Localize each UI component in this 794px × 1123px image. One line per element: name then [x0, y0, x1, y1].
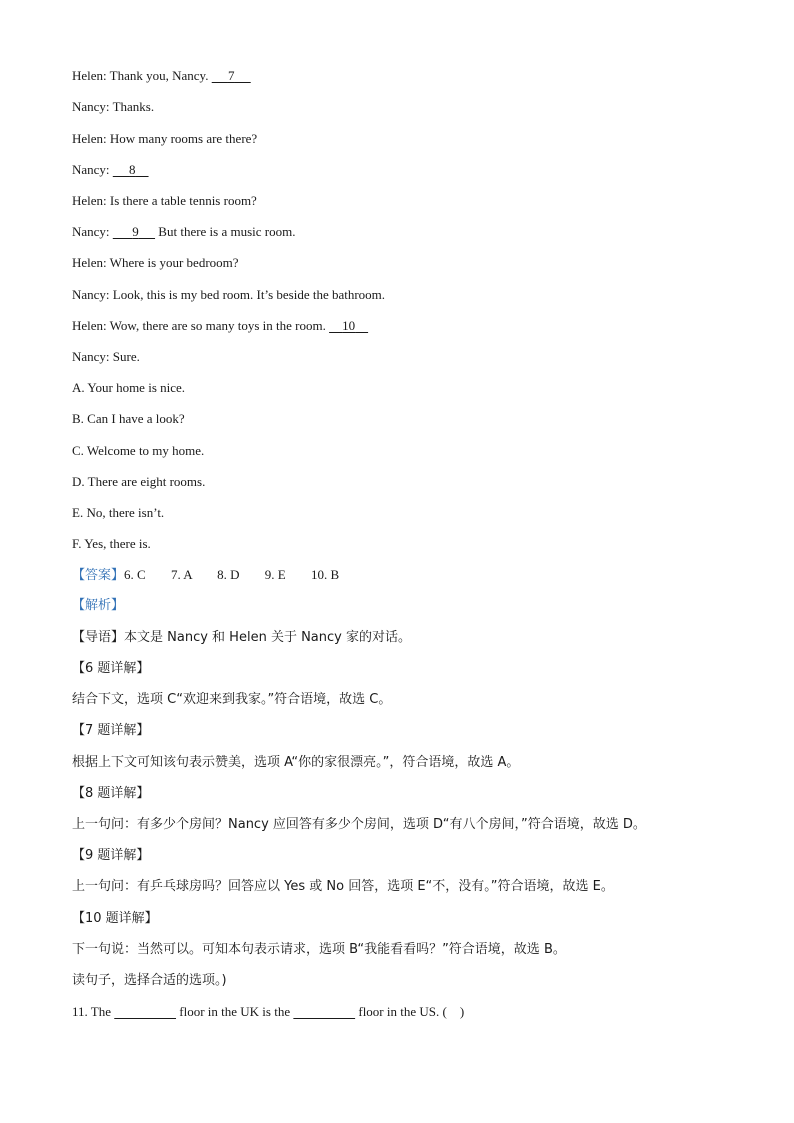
- question-text: The: [90, 1004, 112, 1019]
- dialogue-line-8: [72, 286, 385, 304]
- answer-item: 10. B: [311, 567, 340, 582]
- option-c: C. Welcome to my home.: [72, 443, 205, 458]
- detail-text-6: 结合下文，选项 C“欢迎来到我家。”符合语境，故选 C。: [72, 692, 392, 707]
- dialogue-text: Is there a table tennis room?: [109, 193, 257, 208]
- detail-text-8: 上一句问：有多少个房间？Nancy 应回答有多少个房间，选项 D“有八个房间，”符合语境，故选 D。: [72, 817, 646, 832]
- dialogue-line-5: [72, 192, 257, 210]
- guide-line: [72, 629, 411, 647]
- answer-item: 8. D: [217, 567, 240, 582]
- dialogue-line-3: [72, 130, 257, 148]
- option-b: B. Can I have a look?: [72, 411, 185, 426]
- speaker: Helen:: [72, 193, 107, 208]
- detail-text-10: 下一句说：当然可以。可知本句表示请求，选项 B“我能看看吗？”符合语境，故选 B。: [72, 942, 566, 957]
- speaker: Nancy:: [72, 349, 110, 364]
- blank-number: 8: [129, 162, 136, 177]
- dialogue-text: Wow, there are so many toys in the room.: [109, 318, 326, 333]
- dialogue-line-9: [72, 317, 368, 335]
- dialogue-line-7: [72, 254, 239, 272]
- dialogue-line-4: [72, 161, 149, 179]
- analysis-label: 【解析】: [72, 598, 125, 613]
- dialogue-line-10: [72, 348, 140, 366]
- answer-blank: [329, 317, 368, 335]
- dialogue-text: How many rooms are there?: [109, 131, 258, 146]
- speaker: Nancy:: [72, 287, 110, 302]
- answer-blank: [212, 67, 251, 85]
- answer-item: 9. E: [264, 567, 286, 582]
- question-11: [72, 1003, 464, 1021]
- dialogue-line-1: [72, 67, 251, 85]
- dialogue-line-6: [72, 223, 296, 241]
- guide-label: 【导语】: [72, 630, 125, 645]
- detail-heading-9: 【9 题详解】: [72, 848, 150, 863]
- question-text: floor in the US. (: [358, 1004, 447, 1019]
- detail-heading-8: 【8 题详解】: [72, 786, 150, 801]
- answer-blank: [113, 223, 155, 241]
- guide-text: 本文是 Nancy 和 Helen 关于 Nancy 家的对话。: [124, 630, 411, 645]
- answer-item: 6. C: [124, 567, 146, 582]
- speaker: Helen:: [72, 255, 107, 270]
- speaker: Nancy:: [72, 162, 110, 177]
- detail-text-9: 上一句问：有乒乓球房吗？回答应以 Yes 或 No 回答，选项 E“不，没有。”符合语境，故选 E。: [72, 879, 614, 894]
- question-text: ): [459, 1004, 465, 1019]
- dialogue-text: But there is a music room.: [158, 224, 296, 239]
- answer-line: [72, 566, 339, 585]
- dialogue-text: Sure.: [112, 349, 140, 364]
- speaker: Nancy:: [72, 224, 110, 239]
- answer-item: 7. A: [170, 567, 192, 582]
- dialogue-text: Where is your bedroom?: [109, 255, 239, 270]
- detail-heading-6: 【6 题详解】: [72, 661, 150, 676]
- dialogue-line-2: [72, 98, 154, 116]
- answer-blank: [113, 161, 149, 179]
- option-d: D. There are eight rooms.: [72, 474, 206, 489]
- speaker: Helen:: [72, 131, 107, 146]
- question-text: floor in the UK is the: [179, 1004, 291, 1019]
- dialogue-text: Thanks.: [112, 99, 155, 114]
- dialogue-text: Thank you, Nancy.: [109, 68, 209, 83]
- speaker: Helen:: [72, 318, 107, 333]
- question-blank: [293, 1003, 355, 1021]
- closing-note: 读句子，选择合适的选项。): [72, 973, 227, 988]
- blank-number: 7: [227, 68, 235, 83]
- detail-heading-10: 【10 题详解】: [72, 911, 158, 926]
- detail-heading-7: 【7 题详解】: [72, 723, 150, 738]
- question-blank: [114, 1003, 176, 1021]
- blank-number: 9: [132, 224, 139, 239]
- question-number: 11.: [72, 1004, 88, 1019]
- speaker: Nancy:: [72, 99, 110, 114]
- blank-number: 10: [342, 318, 356, 333]
- detail-text-7: 根据上下文可知该句表示赞美，选项 A“你的家很漂亮。”，符合语境，故选 A。: [72, 755, 520, 770]
- dialogue-text: Look, this is my bed room. It’s beside the bathroom.: [112, 287, 386, 302]
- answer-label: 【答案】: [72, 568, 125, 583]
- option-f: F. Yes, there is.: [72, 536, 151, 551]
- option-a: A. Your home is nice.: [72, 380, 186, 395]
- option-e: E. No, there isn’t.: [72, 505, 165, 520]
- speaker: Helen:: [72, 68, 107, 83]
